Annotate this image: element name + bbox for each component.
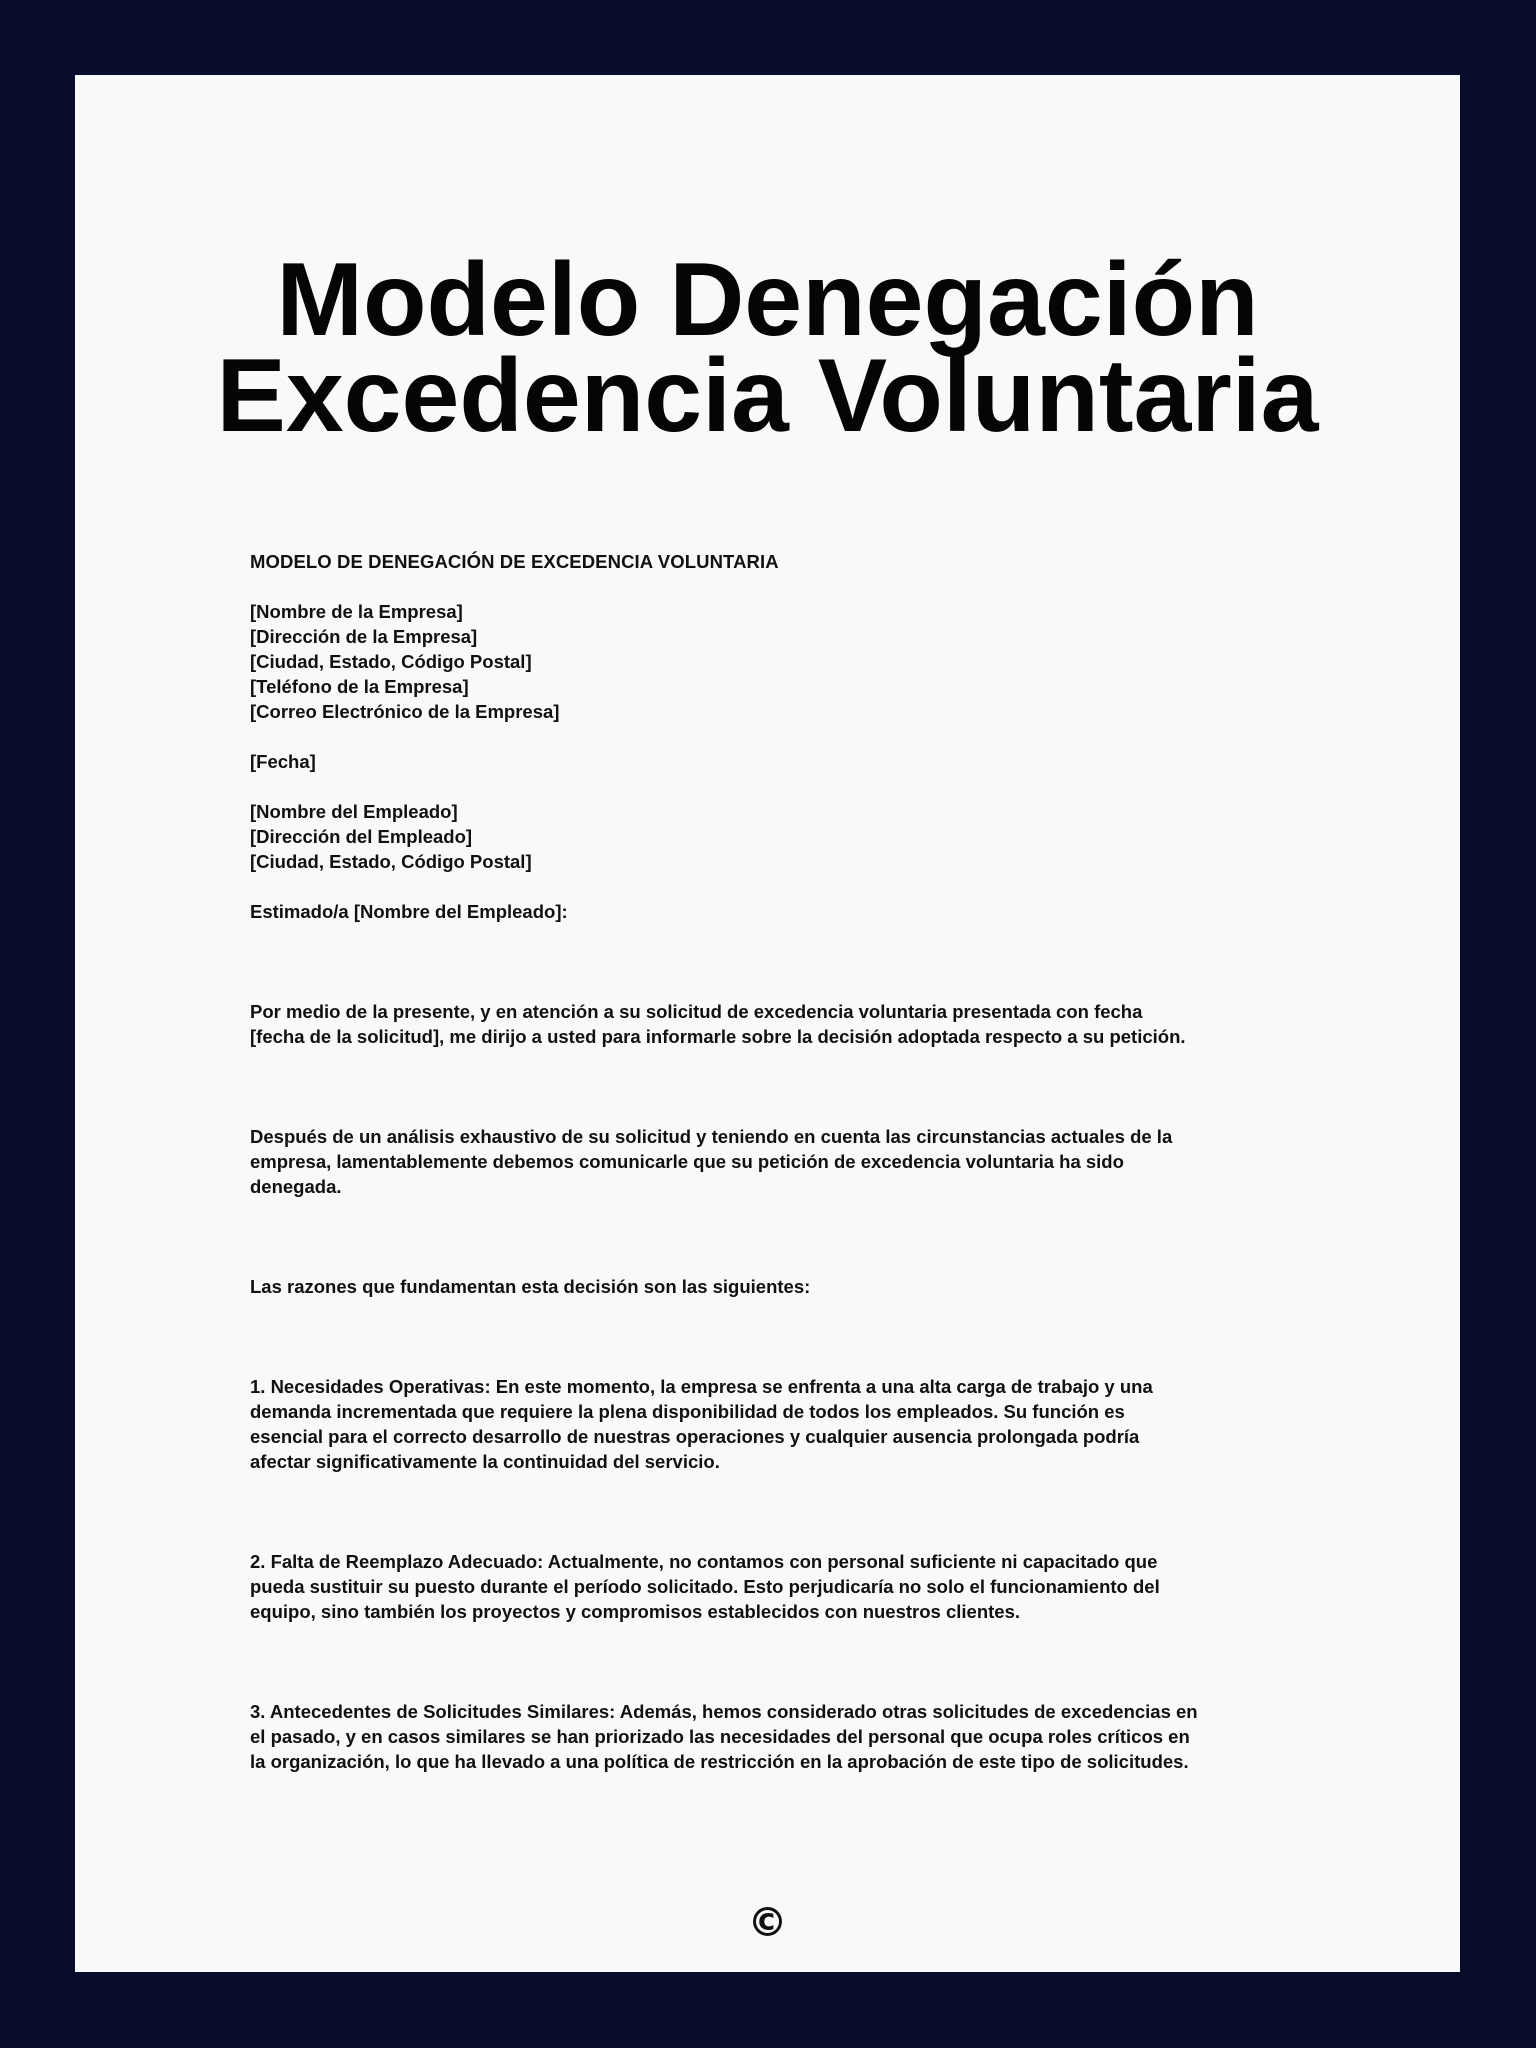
reason-operational-needs	[250, 1374, 1370, 1474]
company-block	[250, 599, 1370, 724]
paragraph-line: 2. Falta de Reemplazo Adecuado: Actualmente, no contamos con personal suficiente ni capacitado que	[250, 1551, 1158, 1572]
paragraph-line: la organización, lo que ha llevado a una política de restricción en la aprobación de este tipo de solicitudes.	[250, 1751, 1189, 1772]
paragraph-line: Después de un análisis exhaustivo de su solicitud y teniendo en cuenta las circunstancias actuales de la	[250, 1126, 1173, 1147]
title-line-2: Excedencia Voluntaria	[216, 338, 1319, 454]
employee-city: [Ciudad, Estado, Código Postal]	[250, 851, 532, 872]
paragraph-line: Por medio de la presente, y en atención a su solicitud de excedencia voluntaria presentada con fecha	[250, 1001, 1143, 1022]
document-title	[75, 242, 1460, 454]
salutation: Estimado/a [Nombre del Empleado]:	[250, 901, 568, 922]
employee-block	[250, 799, 1370, 874]
document-page	[75, 75, 1460, 1972]
paragraph-reasons-intro	[250, 1274, 1370, 1299]
paragraph-line: 1. Necesidades Operativas: En este momento, la empresa se enfrenta a una alta carga de trabajo y una	[250, 1376, 1153, 1397]
letter-date: [Fecha]	[250, 751, 316, 772]
paragraph-line: [fecha de la solicitud], me dirijo a usted para informarle sobre la decisión adoptada respecto a su petición.	[250, 1026, 1186, 1047]
company-phone: [Teléfono de la Empresa]	[250, 676, 469, 697]
company-name: [Nombre de la Empresa]	[250, 601, 463, 622]
company-city: [Ciudad, Estado, Código Postal]	[250, 651, 532, 672]
paragraph-line: denegada.	[250, 1176, 342, 1197]
paragraph-line: pueda sustituir su puesto durante el período solicitado. Esto perjudicaría no solo el funcionamiento del	[250, 1576, 1160, 1597]
letter-body	[250, 549, 1370, 1774]
copyright-icon: ©	[747, 1900, 788, 1946]
paragraph-line: 3. Antecedentes de Solicitudes Similares: Además, hemos considerado otras solicitudes de excedencias en	[250, 1701, 1198, 1722]
paragraph-line: esencial para el correcto desarrollo de nuestras operaciones y cualquier ausencia prolongada podría	[250, 1426, 1140, 1447]
reason-no-replacement	[250, 1549, 1370, 1624]
paragraph-decision	[250, 1124, 1370, 1199]
paragraph-line: el pasado, y en casos similares se han priorizado las necesidades del personal que ocupa roles críticos en	[250, 1726, 1190, 1747]
company-email: [Correo Electrónico de la Empresa]	[250, 701, 560, 722]
paragraph-request	[250, 999, 1370, 1049]
paragraph-line: empresa, lamentablemente debemos comunicarle que su petición de excedencia voluntaria ha sido	[250, 1151, 1124, 1172]
company-address: [Dirección de la Empresa]	[250, 626, 478, 647]
employee-address: [Dirección del Empleado]	[250, 826, 473, 847]
employee-name: [Nombre del Empleado]	[250, 801, 458, 822]
reason-precedents	[250, 1699, 1370, 1774]
paragraph-line: Las razones que fundamentan esta decisión son las siguientes:	[250, 1276, 811, 1297]
paragraph-line: demanda incrementada que requiere la plena disponibilidad de todos los empleados. Su función es	[250, 1401, 1125, 1422]
title-line-1: Modelo Denegación	[276, 242, 1259, 358]
paragraph-line: afectar significativamente la continuidad del servicio.	[250, 1451, 720, 1472]
paragraph-line: equipo, sino también los proyectos y compromisos establecidos con nuestros clientes.	[250, 1601, 1020, 1622]
letter-heading: MODELO DE DENEGACIÓN DE EXCEDENCIA VOLUNTARIA	[250, 551, 779, 572]
